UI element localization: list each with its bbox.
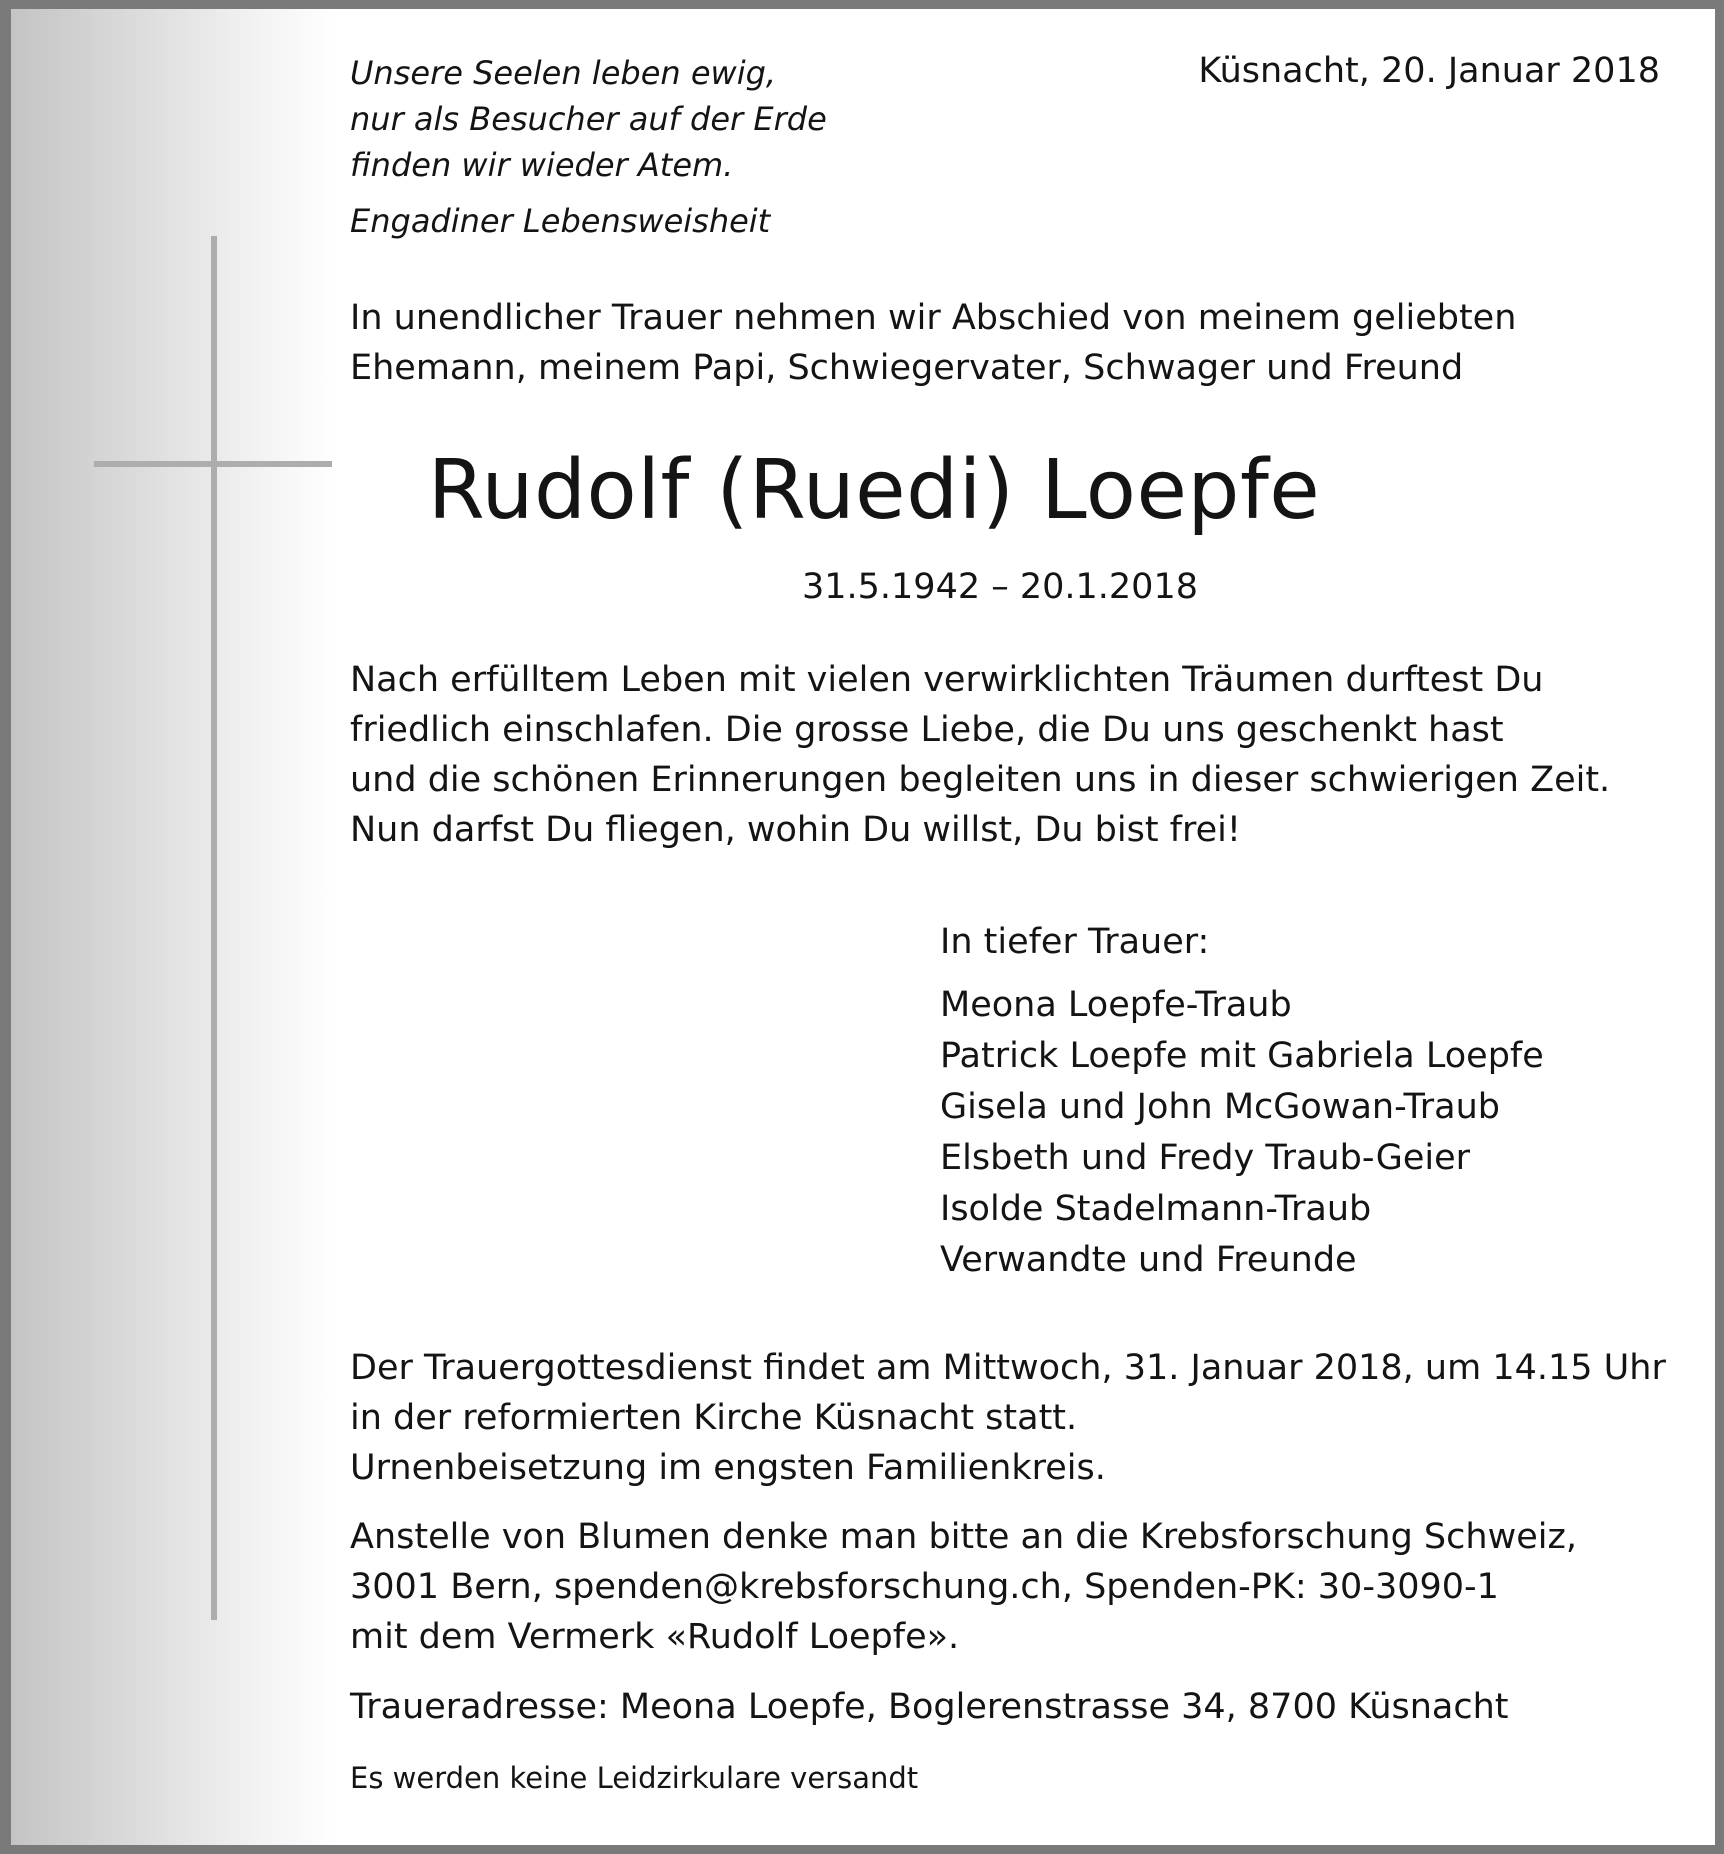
service-line: Urnenbeisetzung im engsten Familienkreis. — [350, 1448, 1106, 1488]
side-gradient-strip — [11, 9, 336, 1845]
mourner-name: Meona Loepfe-Traub — [940, 985, 1292, 1025]
motto-source: Engadiner Lebensweisheit — [350, 202, 771, 240]
message-line: friedlich einschlafen. Die grosse Liebe, die Du uns geschenkt hast — [350, 710, 1504, 750]
message-line: Nach erfülltem Leben mit vielen verwirklichten Träumen durftest Du — [350, 660, 1544, 700]
mourner-name: Gisela und John McGowan-Traub — [940, 1087, 1500, 1127]
message-line: Nun darfst Du fliegen, wohin Du willst, Du bist frei! — [350, 810, 1241, 850]
intro-text — [350, 293, 1516, 393]
intro-line: In unendlicher Trauer nehmen wir Abschied von meinem geliebten — [350, 298, 1517, 338]
mourner-name: Elsbeth und Fredy Traub-Geier — [940, 1138, 1471, 1178]
mourner-name: Patrick Loepfe mit Gabriela Loepfe — [940, 1036, 1544, 1076]
life-dates: 31.5.1942 – 20.1.2018 — [801, 567, 1198, 607]
motto-line: Unsere Seelen leben ewig, — [350, 54, 777, 92]
service-line: Der Trauergottesdienst findet am Mittwoch, 31. Januar 2018, um 14.15 Uhr — [350, 1348, 1666, 1388]
mourning-address: Traueradresse: Meona Loepfe, Boglerenstrasse 34, 8700 Küsnacht — [350, 1687, 1509, 1727]
mourner-name: Isolde Stadelmann-Traub — [940, 1189, 1372, 1229]
motto-quote — [350, 50, 827, 188]
mourners-label: In tiefer Trauer: — [940, 922, 1210, 962]
mourners-list — [940, 980, 1544, 1286]
mourner-name: Verwandte und Freunde — [940, 1240, 1357, 1280]
motto-line: finden wir wieder Atem. — [350, 146, 734, 184]
service-line: in der reformierten Kirche Küsnacht statt. — [350, 1398, 1078, 1438]
deceased-name: Rudolf (Ruedi) Loepfe — [427, 443, 1321, 538]
donation-info — [350, 1512, 1577, 1662]
service-info — [350, 1343, 1666, 1493]
message-line: und die schönen Erinnerungen begleiten uns in dieser schwierigen Zeit. — [350, 760, 1611, 800]
donation-line: 3001 Bern, spenden@krebsforschung.ch, Spenden-PK: 30-3090-1 — [350, 1567, 1499, 1607]
motto-line: nur als Besucher auf der Erde — [350, 100, 827, 138]
donation-line: Anstelle von Blumen denke man bitte an die Krebsforschung Schweiz, — [350, 1517, 1577, 1557]
circular-note: Es werden keine Leidzirkulare versandt — [350, 1761, 919, 1795]
place-date: Küsnacht, 20. Januar 2018 — [1198, 51, 1660, 91]
farewell-message — [350, 655, 1610, 855]
intro-line: Ehemann, meinem Papi, Schwiegervater, Schwager und Freund — [350, 348, 1464, 388]
donation-line: mit dem Vermerk «Rudolf Loepfe». — [350, 1617, 960, 1657]
